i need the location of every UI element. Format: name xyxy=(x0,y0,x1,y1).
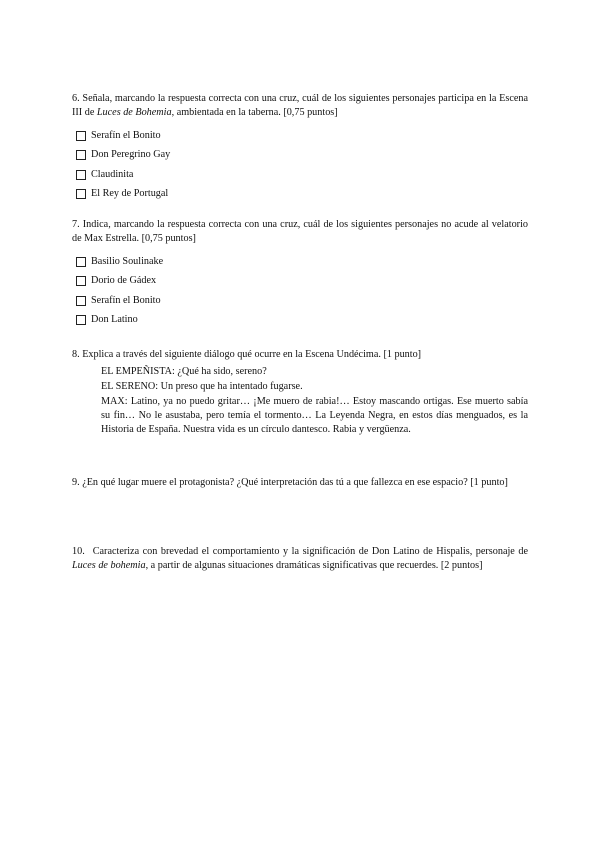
question-10-text: 10. Caracteriza con brevedad el comportamiento y la significación de Don Latino de Hispalis, personaje de Luces de bohemia, a partir de algunas situaciones dramáticas significativas que recuerdes. [2 puntos] xyxy=(72,546,528,571)
checkbox-icon[interactable] xyxy=(76,170,86,180)
dialogue-line: MAX: Latino, ya no puedo gritar… ¡Me muero de rabia!… Estoy mascando ortigas. Ese muerto sabía su fin… No le asustaba, pero temía el tormento… La Leyenda Negra, en estos días menguados, es la Historia de España. Nuestra vida es un círculo dantesco. Rabia y vergüenza. xyxy=(101,396,528,435)
question-6 xyxy=(72,92,528,204)
checkbox-icon[interactable] xyxy=(76,150,86,160)
option-checkbox[interactable]: Dorio de Gádex xyxy=(76,272,528,292)
question-6-text: 6. Señala, marcando la respuesta correcta con una cruz, cuál de los siguientes personajes participa en la Escena III de Luces de Bohemia, ambientada en la taberna. [0,75 puntos] xyxy=(72,93,528,118)
option-checkbox[interactable]: Don Peregrino Gay xyxy=(76,146,528,166)
checkbox-icon[interactable] xyxy=(76,189,86,199)
checkbox-icon[interactable] xyxy=(76,276,86,286)
dialogue-excerpt xyxy=(101,365,528,437)
checkbox-icon[interactable] xyxy=(76,257,86,267)
book-title: Luces de Bohemia xyxy=(96,107,172,118)
dialogue-line: EL EMPEÑISTA: ¿Qué ha sido, sereno? xyxy=(101,366,267,377)
checkbox-icon[interactable] xyxy=(76,315,86,325)
option-checkbox[interactable]: Claudinita xyxy=(76,165,528,185)
checkbox-icon[interactable] xyxy=(76,131,86,141)
question-7-text: 7. Indica, marcando la respuesta correcta con una cruz, cuál de los siguientes personajes no acude al velatorio de Max Estrella. [0,75 puntos] xyxy=(72,219,528,244)
dialogue-line: EL SERENO: Un preso que ha intentado fugarse. xyxy=(101,381,303,392)
question-9-text: 9. ¿En qué lugar muere el protagonista? ¿Qué interpretación das tú a que fallezca en ese espacio? [1 punto] xyxy=(72,477,508,488)
option-checkbox[interactable]: Serafín el Bonito xyxy=(76,126,528,146)
question-8 xyxy=(72,348,528,438)
question-7-options xyxy=(72,252,528,330)
question-8-text: 8. Explica a través del siguiente diálogo qué ocurre en la Escena Undécima. [1 punto] xyxy=(72,349,422,360)
book-title: Luces de bohemia xyxy=(72,560,146,571)
option-checkbox[interactable]: Serafín el Bonito xyxy=(76,291,528,311)
option-checkbox[interactable]: Basilio Soulinake xyxy=(76,252,528,272)
option-checkbox[interactable]: El Rey de Portugal xyxy=(76,185,528,205)
question-9 xyxy=(72,476,528,490)
question-10 xyxy=(72,545,528,573)
checkbox-icon[interactable] xyxy=(76,296,86,306)
question-6-options xyxy=(72,126,528,204)
option-checkbox[interactable]: Don Latino xyxy=(76,311,528,331)
question-7 xyxy=(72,218,528,330)
